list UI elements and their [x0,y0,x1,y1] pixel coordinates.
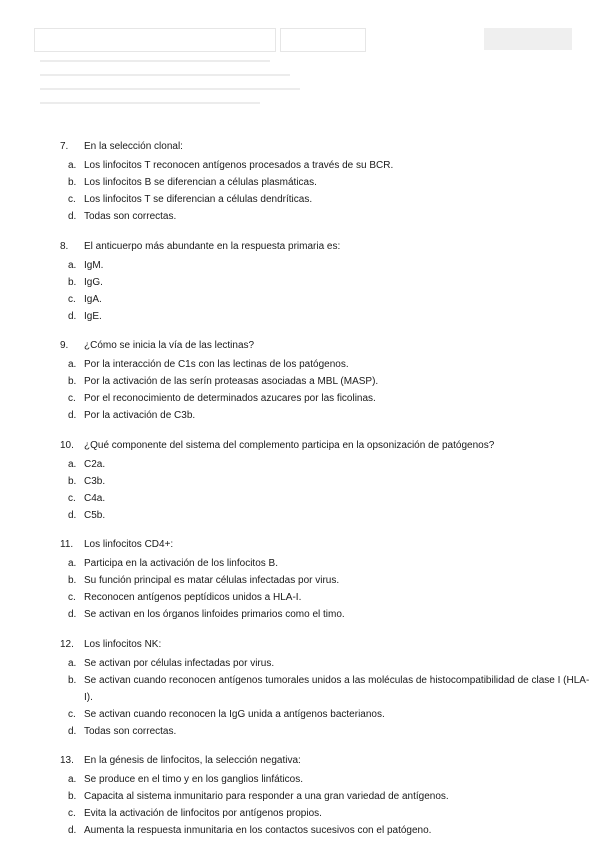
question-text: Los linfocitos CD4+: [84,539,174,550]
option-text: Capacita al sistema inmunitario para responder a una gran variedad de antígenos. [84,791,449,802]
question-number: 11. [60,539,74,550]
question-header [60,138,595,155]
question-header [60,752,595,769]
option-letter: c. [68,492,76,504]
option-text: Se activan cuando reconocen la IgG unida a antígenos bacterianos. [84,708,385,720]
option-text: Por la activación de las serín proteasas asociadas a MBL (MASP). [84,376,379,387]
option-letter: b. [68,575,77,586]
question-header [60,636,595,653]
question-number: 9. [60,340,69,351]
question-number: 7. [60,141,69,152]
answer-option [60,655,595,672]
exam-questions [60,138,595,852]
option-text: Aumenta la respuesta inmunitaria en los contactos sucesivos con el patógeno. [84,825,432,836]
option-text: Los linfocitos B se diferencian a células plasmáticas. [84,177,317,188]
answer-option [60,291,595,308]
option-letter: b. [68,475,77,487]
option-text: Por la activación de C3b. [84,410,196,421]
option-text: Por el reconocimiento de determinados azucares por las ficolinas. [84,393,376,404]
answer-option [60,157,595,174]
question-block [60,337,595,424]
question-header [60,238,595,255]
bleed-through-line [40,74,290,76]
answer-option [60,208,595,225]
bleed-through-line [40,88,300,90]
answer-option [60,390,595,407]
question-block [60,636,595,740]
option-letter: b. [68,376,77,387]
answer-option [60,407,595,424]
question-text: El anticuerpo más abundante en la respuesta primaria es: [84,240,341,252]
bleed-through-line [40,60,270,62]
answer-option [60,589,595,606]
option-letter: a. [68,359,77,370]
bleed-through-box [34,28,276,52]
option-text: Todas son correctas. [84,725,177,737]
option-text: C3b. [84,475,106,487]
option-text: C2a. [84,458,106,470]
bleed-through-line [40,102,260,104]
question-header [60,437,595,454]
option-letter: b. [68,791,77,802]
answer-option [60,606,595,623]
option-letter: d. [68,310,77,322]
answer-option [60,373,595,390]
answer-option [60,822,595,839]
option-letter: c. [68,194,76,205]
answer-option [60,572,595,589]
bleed-through-logo [484,28,572,50]
option-letter: b. [68,276,77,288]
question-number: 12. [60,638,74,650]
question-text: ¿Qué componente del sistema del complemento participa en la opsonización de patógenos? [84,439,495,451]
option-text: IgE. [84,310,102,322]
option-text: Su función principal es matar células infectadas por virus. [84,575,340,586]
option-text: Se activan cuando reconocen antígenos tumorales unidos a las moléculas de histocompatibilidad de clase I (HLA-I). [84,674,590,703]
question-text: ¿Cómo se inicia la vía de las lectinas? [84,340,255,351]
option-text: Los linfocitos T se diferencian a células dendríticas. [84,194,313,205]
option-text: IgG. [84,276,103,288]
question-header [60,337,595,354]
option-text: Reconocen antígenos peptídicos unidos a HLA-I. [84,592,302,603]
question-number: 13. [60,755,74,766]
answer-option [60,257,595,274]
question-block [60,138,595,225]
answer-option [60,456,595,473]
option-letter: b. [68,177,77,188]
answer-option [60,308,595,325]
answer-option [60,555,595,572]
option-text: Participa en la activación de los linfocitos B. [84,558,278,569]
option-letter: d. [68,825,77,836]
option-letter: b. [68,674,77,686]
answer-option [60,771,595,788]
option-text: Los linfocitos T reconocen antígenos procesados a través de su BCR. [84,160,394,171]
option-letter: c. [68,293,76,305]
option-letter: c. [68,393,76,404]
question-number: 10. [60,439,74,451]
question-block [60,752,595,839]
option-letter: c. [68,708,76,720]
answer-option [60,174,595,191]
question-block [60,536,595,623]
option-text: IgM. [84,259,104,271]
option-text: C5b. [84,509,106,521]
option-letter: a. [68,160,77,171]
question-text: Los linfocitos NK: [84,638,162,650]
option-text: Evita la activación de linfocitos por antígenos propios. [84,808,322,819]
answer-option [60,788,595,805]
answer-option [60,191,595,208]
option-letter: a. [68,458,77,470]
option-text: Se activan en los órganos linfoides primarios como el timo. [84,609,345,620]
answer-option [60,723,595,740]
question-block [60,238,595,325]
answer-option [60,356,595,373]
answer-option [60,507,595,524]
answer-option [60,473,595,490]
answer-option [60,805,595,822]
option-text: IgA. [84,293,102,305]
answer-option [60,706,595,723]
option-letter: a. [68,259,77,271]
question-number: 8. [60,240,69,252]
option-text: Por la interacción de C1s con las lectinas de los patógenos. [84,359,349,370]
option-letter: a. [68,774,77,785]
option-letter: d. [68,509,77,521]
option-letter: d. [68,211,77,222]
option-letter: d. [68,410,77,421]
question-header [60,536,595,553]
answer-option [60,274,595,291]
option-text: C4a. [84,492,106,504]
question-block [60,437,595,524]
option-letter: d. [68,725,77,737]
option-letter: c. [68,808,76,819]
option-letter: a. [68,657,77,669]
answer-option [60,672,595,706]
option-letter: c. [68,592,76,603]
answer-option [60,490,595,507]
option-letter: a. [68,558,77,569]
option-text: Todas son correctas. [84,211,177,222]
question-text: En la selección clonal: [84,141,183,152]
option-text: Se activan por células infectadas por virus. [84,657,275,669]
bleed-through-box [280,28,366,52]
option-letter: d. [68,609,77,620]
option-text: Se produce en el timo y en los ganglios linfáticos. [84,774,304,785]
question-text: En la génesis de linfocitos, la selección negativa: [84,755,301,766]
